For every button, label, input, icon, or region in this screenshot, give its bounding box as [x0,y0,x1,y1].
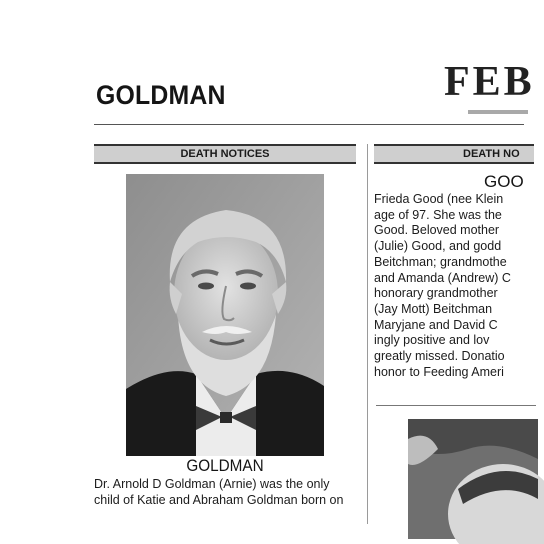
obituary-line: honorary grandmother [374,286,498,301]
wordmark-underline [468,110,528,114]
obituary-line: child of Katie and Abraham Goldman born on [94,493,344,507]
right-column [374,142,524,522]
obituary-line: Frieda Good (nee Klein [374,192,504,206]
obituary-line: (Jay Mott) Beitchman [374,301,493,316]
obituary-body [94,476,362,508]
obituary-line: honor to Feeding Ameri [374,364,504,379]
obituary-body-partial [374,192,544,380]
obituary-line: ingly positive and lov [374,333,490,348]
left-column [94,142,356,522]
obituary-line: greatly missed. Donatio [374,349,505,364]
column-divider [367,144,368,524]
obituary-name-partial: GOO [484,172,524,191]
portrait-photo-partial [408,419,538,539]
obituary-name: GOLDMAN [186,456,264,475]
obituary-line: Beitchman; grandmothe [374,254,507,269]
obituary-line: Good. Beloved mother [374,223,500,238]
obituary-line: (Julie) Good, and godd [374,239,502,254]
obituary-line: age of 97. She was the [374,207,502,222]
notice-name-header: GOLDMAN [96,80,226,110]
portrait-photo [126,174,324,456]
obituary-line: Dr. Arnold D Goldman (Arnie) was the only [94,477,330,491]
obituary-line: Maryjane and David C [374,317,498,332]
header-divider [94,124,524,125]
section-label-death-notices-partial: DEATH NO [374,144,534,164]
notice-separator [376,405,536,406]
section-label-death-notices: DEATH NOTICES [94,144,356,164]
obituary-line: and Amanda (Andrew) C [374,270,511,285]
publication-wordmark: FEB [444,59,535,105]
